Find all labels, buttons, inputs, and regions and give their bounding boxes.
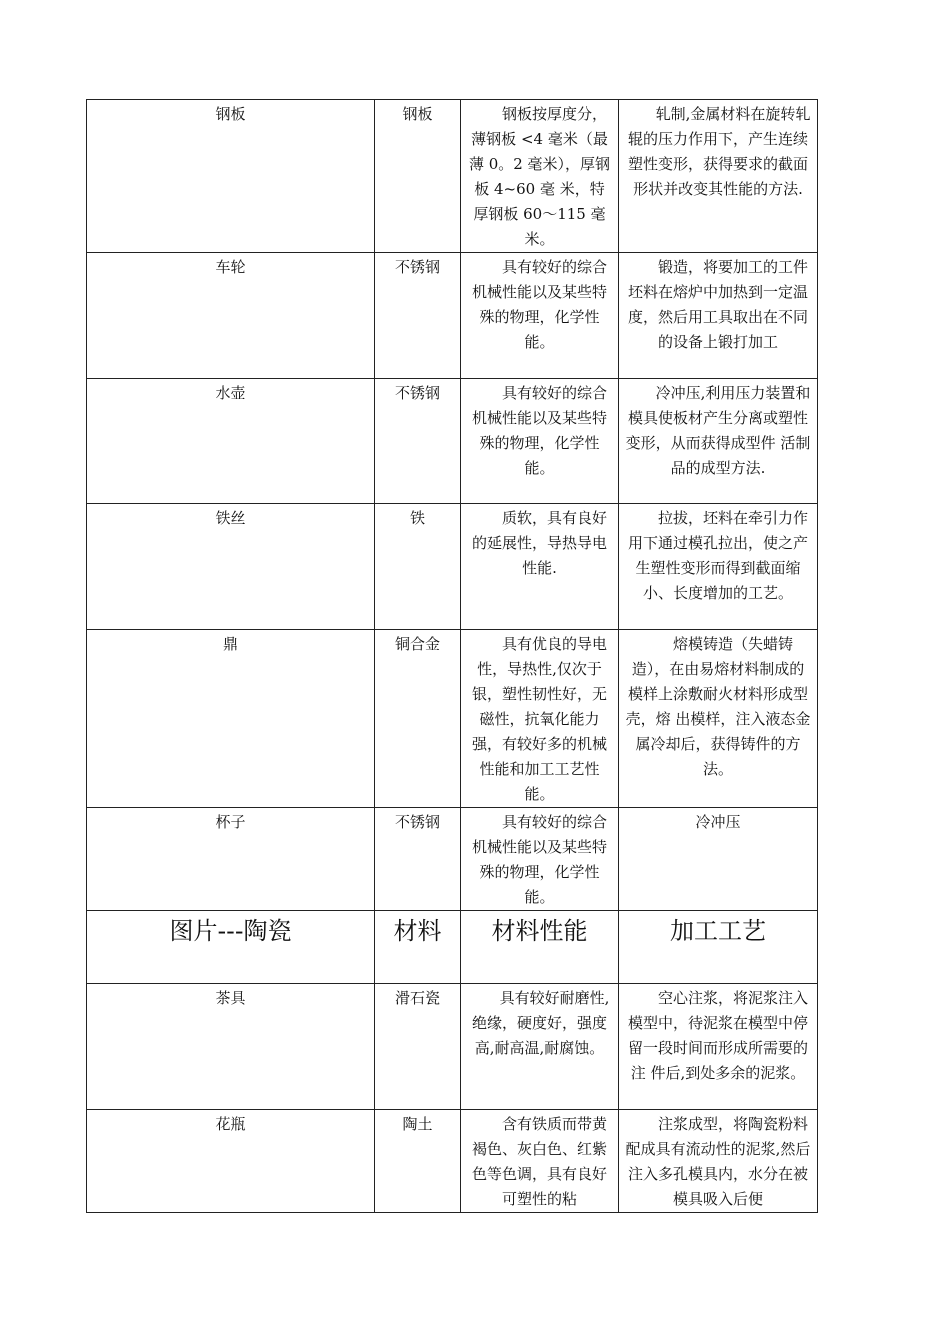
item-cell: 钢板 (87, 100, 375, 253)
item-cell: 杯子 (87, 808, 375, 911)
table-row (87, 808, 818, 911)
header-cell-property: 材料性能 (461, 911, 619, 984)
material-cell: 不锈钢 (375, 808, 461, 911)
property-cell: 具有较好耐磨性,绝缘，硬度好，强度高,耐高温,耐腐蚀。 (461, 984, 619, 1110)
property-cell: 质软，具有良好的延展性，导热导电性能. (461, 504, 619, 630)
table-row (87, 379, 818, 504)
table-row (87, 1110, 818, 1213)
process-cell: 拉拔，坯料在牵引力作用下通过模孔拉出，使之产生塑性变形而得到截面缩小、长度增加的工艺。 (619, 504, 818, 630)
material-cell: 铜合金 (375, 630, 461, 808)
header-cell-image: 图片---陶瓷 (87, 911, 375, 984)
material-cell: 滑石瓷 (375, 984, 461, 1110)
item-cell: 花瓶 (87, 1110, 375, 1213)
property-cell: 含有铁质而带黄褐色、灰白色、红紫色等色调，具有良好可塑性的粘 (461, 1110, 619, 1213)
property-cell: 具有较好的综合机械性能以及某些特殊的物理，化学性能。 (461, 808, 619, 911)
process-cell: 轧制,金属材料在旋转轧辊的压力作用下，产生连续塑性变形，获得要求的截面形状并改变其性能的方法. (619, 100, 818, 253)
section-header-row (87, 911, 818, 984)
table-row (87, 984, 818, 1110)
property-cell: 具有较好的综合机械性能以及某些特殊的物理，化学性能。 (461, 253, 619, 379)
process-cell: 熔模铸造（失蜡铸造），在由易熔材料制成的模样上涂敷耐火材料形成型壳，熔 出模样，注入液态金属冷却后，获得铸件的方法。 (619, 630, 818, 808)
item-cell: 铁丝 (87, 504, 375, 630)
material-cell: 铁 (375, 504, 461, 630)
material-cell: 不锈钢 (375, 253, 461, 379)
process-cell: 冷冲压 (619, 808, 818, 911)
process-cell: 冷冲压,利用压力装置和模具使板材产生分离或塑性变形，从而获得成型件 活制品的成型方法. (619, 379, 818, 504)
item-cell: 茶具 (87, 984, 375, 1110)
header-cell-process: 加工工艺 (619, 911, 818, 984)
material-cell: 陶土 (375, 1110, 461, 1213)
table-row (87, 630, 818, 808)
table-row (87, 253, 818, 379)
property-cell: 具有较好的综合机械性能以及某些特殊的物理，化学性能。 (461, 379, 619, 504)
table-row (87, 504, 818, 630)
process-cell: 注浆成型，将陶瓷粉料配成具有流动性的泥浆,然后注入多孔模具内，水分在被模具吸入后便 (619, 1110, 818, 1213)
material-cell: 钢板 (375, 100, 461, 253)
table-row (87, 100, 818, 253)
process-cell: 锻造，将要加工的工件坯料在熔炉中加热到一定温度，然后用工具取出在不同的设备上锻打加工 (619, 253, 818, 379)
item-cell: 鼎 (87, 630, 375, 808)
property-cell: 钢板按厚度分，薄钢板 <4 毫米（最薄 0。2 毫米），厚钢板 4~60 毫 米，特厚钢板 60～115 毫 米。 (461, 100, 619, 253)
material-cell: 不锈钢 (375, 379, 461, 504)
process-cell: 空心注浆，将泥浆注入模型中，待泥浆在模型中停留一段时间而形成所需要的 注 件后,到处多余的泥浆。 (619, 984, 818, 1110)
item-cell: 车轮 (87, 253, 375, 379)
materials-table (86, 99, 818, 1213)
header-cell-material: 材料 (375, 911, 461, 984)
item-cell: 水壶 (87, 379, 375, 504)
property-cell: 具有优良的导电性，导热性,仅次于银，塑性韧性好，无磁性，抗氧化能力强，有较好多的机械性能和加工工艺性能。 (461, 630, 619, 808)
